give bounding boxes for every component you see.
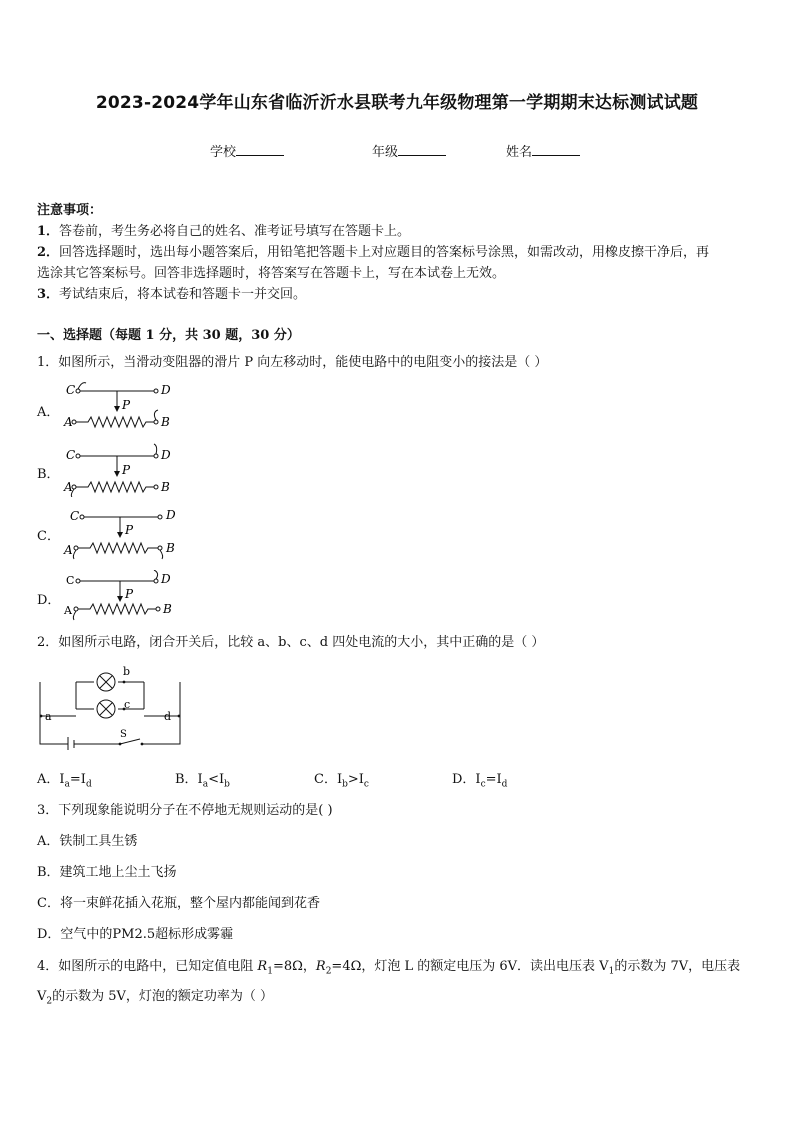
slider-p-label: P	[122, 463, 131, 477]
option-text: =I	[485, 772, 502, 787]
terminal-b-label: B	[161, 415, 170, 429]
terminal-d-label: D	[161, 383, 171, 397]
terminal-a-label: A	[64, 604, 72, 617]
q2-option-b[interactable]	[175, 769, 230, 796]
q1-rheostat-b-diagram	[60, 443, 180, 497]
q2-stem: 2．如图所示电路，闭合开关后，比较 a、b、c、d 四处电流的大小，其中正确的是（ ）	[37, 635, 545, 650]
q2-circuit-diagram	[36, 664, 186, 750]
notice-num: 3．	[37, 287, 60, 302]
terminal-a-label: A	[64, 480, 73, 494]
option-sub: b	[224, 779, 230, 790]
q3-stem: 3．下列现象能说明分子在不停地无规则运动的是( )	[37, 803, 333, 818]
terminal-d-label: D	[166, 508, 176, 522]
q4-text: V	[37, 989, 47, 1004]
q1-rheostat-c-diagram	[60, 506, 185, 560]
q3-option-a[interactable]: A．铁制工具生锈	[37, 834, 138, 849]
school-blank[interactable]	[236, 143, 284, 156]
option-sub: c	[363, 779, 369, 790]
switch-s-label: S	[120, 729, 127, 740]
terminal-d-label: D	[161, 572, 171, 586]
option-text: D．I	[452, 772, 481, 787]
point-d-label: d	[164, 710, 172, 723]
terminal-a-label: A	[64, 543, 73, 557]
school-label: 学校	[210, 145, 237, 160]
option-text: >I	[347, 772, 364, 787]
q1-rheostat-a-diagram	[60, 380, 180, 432]
q1-rheostat-d-diagram	[60, 570, 185, 622]
terminal-a-label: A	[64, 415, 73, 429]
terminal-c-label: C	[66, 448, 76, 462]
terminal-b-label: B	[161, 480, 170, 494]
name-field	[506, 141, 580, 160]
notice-text: 回答选择题时，选出每小题答案后，用铅笔把答题卡上对应题目的答案标号涂黑，如需改动，用橡皮擦干净后，再	[59, 245, 710, 260]
terminal-b-label: B	[163, 602, 172, 616]
terminal-d-label: D	[161, 448, 171, 462]
notice-item-2	[37, 242, 709, 263]
slider-p-label: P	[122, 398, 131, 412]
name-blank[interactable]	[532, 143, 580, 156]
notice-text: 考试结束后，将本试卷和答题卡一并交回。	[59, 287, 307, 302]
terminal-c-label: C	[70, 509, 80, 523]
q4-r2-symbol: R	[315, 959, 326, 974]
terminal-c-label: C	[66, 383, 76, 397]
notice-item-2-cont: 选涂其它答案标号。回答非选择题时，将答案写在答题卡上，写在本试卷上无效。	[37, 266, 506, 281]
point-c-label: c	[124, 698, 131, 711]
name-label: 姓名	[506, 145, 533, 160]
notice-item-3	[37, 284, 306, 305]
q1-option-b-key[interactable]: B．	[37, 467, 60, 482]
option-text: C．I	[314, 772, 343, 787]
notice-num: 1．	[37, 224, 60, 239]
grade-blank[interactable]	[398, 143, 446, 156]
q3-option-c[interactable]: C．将一束鲜花插入花瓶，整个屋内都能闻到花香	[37, 896, 320, 911]
q4-r1-symbol: R	[257, 959, 268, 974]
option-text: <I	[208, 772, 225, 787]
q4-sub: 1	[267, 966, 273, 977]
option-sub: d	[501, 779, 508, 790]
q4-text: 的示数为 7V，电压表	[614, 959, 741, 974]
q4-text: =8Ω，	[272, 959, 316, 974]
option-sub: a	[202, 779, 209, 790]
q4-sub: 1	[608, 966, 615, 977]
q4-sub: 2	[325, 966, 332, 977]
option-text: A．I	[37, 772, 65, 787]
slider-p-label: P	[125, 523, 134, 537]
terminal-c-label: C	[66, 574, 75, 587]
q3-option-d[interactable]: D．空气中的PM2.5超标形成雾霾	[37, 927, 234, 942]
page-title: 2023-2024学年山东省临沂沂水县联考九年级物理第一学期期末达标测试试题	[95, 93, 699, 113]
grade-field	[372, 141, 446, 160]
q4-stem-line-2	[37, 986, 273, 1013]
option-sub: c	[480, 779, 486, 790]
option-sub: a	[64, 779, 70, 790]
q2-option-d[interactable]	[452, 769, 507, 796]
section-heading: 一、选择题（每题 1 分，共 30 题，30 分）	[37, 328, 300, 343]
terminal-b-label: B	[166, 541, 175, 555]
option-text: =I	[69, 772, 86, 787]
q1-option-a-key[interactable]: A．	[37, 405, 60, 420]
point-a-label: a	[45, 710, 52, 723]
option-sub: d	[85, 779, 92, 790]
q4-sub: 2	[46, 996, 53, 1007]
notice-num: 2．	[37, 245, 60, 260]
q1-option-c-key[interactable]: C．	[37, 529, 60, 544]
grade-label: 年级	[372, 145, 399, 160]
school-field	[210, 141, 284, 160]
q1-option-d-key[interactable]: D．	[37, 593, 61, 608]
q4-text: 的示数为 5V，灯泡的额定功率为（ ）	[52, 989, 274, 1004]
option-text: B．I	[175, 772, 203, 787]
notice-text: 答卷前，考生务必将自己的姓名、准考证号填写在答题卡上。	[59, 224, 411, 239]
q1-stem: 1．如图所示，当滑动变阻器的滑片 P 向左移动时，能使电路中的电阻变小的接法是（ ）	[37, 355, 548, 370]
q3-option-b[interactable]: B．建筑工地上尘土飞扬	[37, 865, 177, 880]
q4-text: 4．如图所示的电路中，已知定值电阻	[37, 959, 258, 974]
notice-heading: 注意事项：	[37, 203, 103, 218]
q4-text: =4Ω，灯泡 L 的额定电压为 6V．读出电压表 V	[331, 959, 609, 974]
notice-item-1	[37, 221, 410, 242]
q4-stem-line-1	[37, 956, 740, 983]
point-b-label: b	[123, 665, 131, 678]
q2-option-a[interactable]	[37, 769, 92, 796]
q2-option-c[interactable]	[314, 769, 369, 796]
option-sub: b	[342, 779, 348, 790]
slider-p-label: P	[125, 587, 134, 601]
